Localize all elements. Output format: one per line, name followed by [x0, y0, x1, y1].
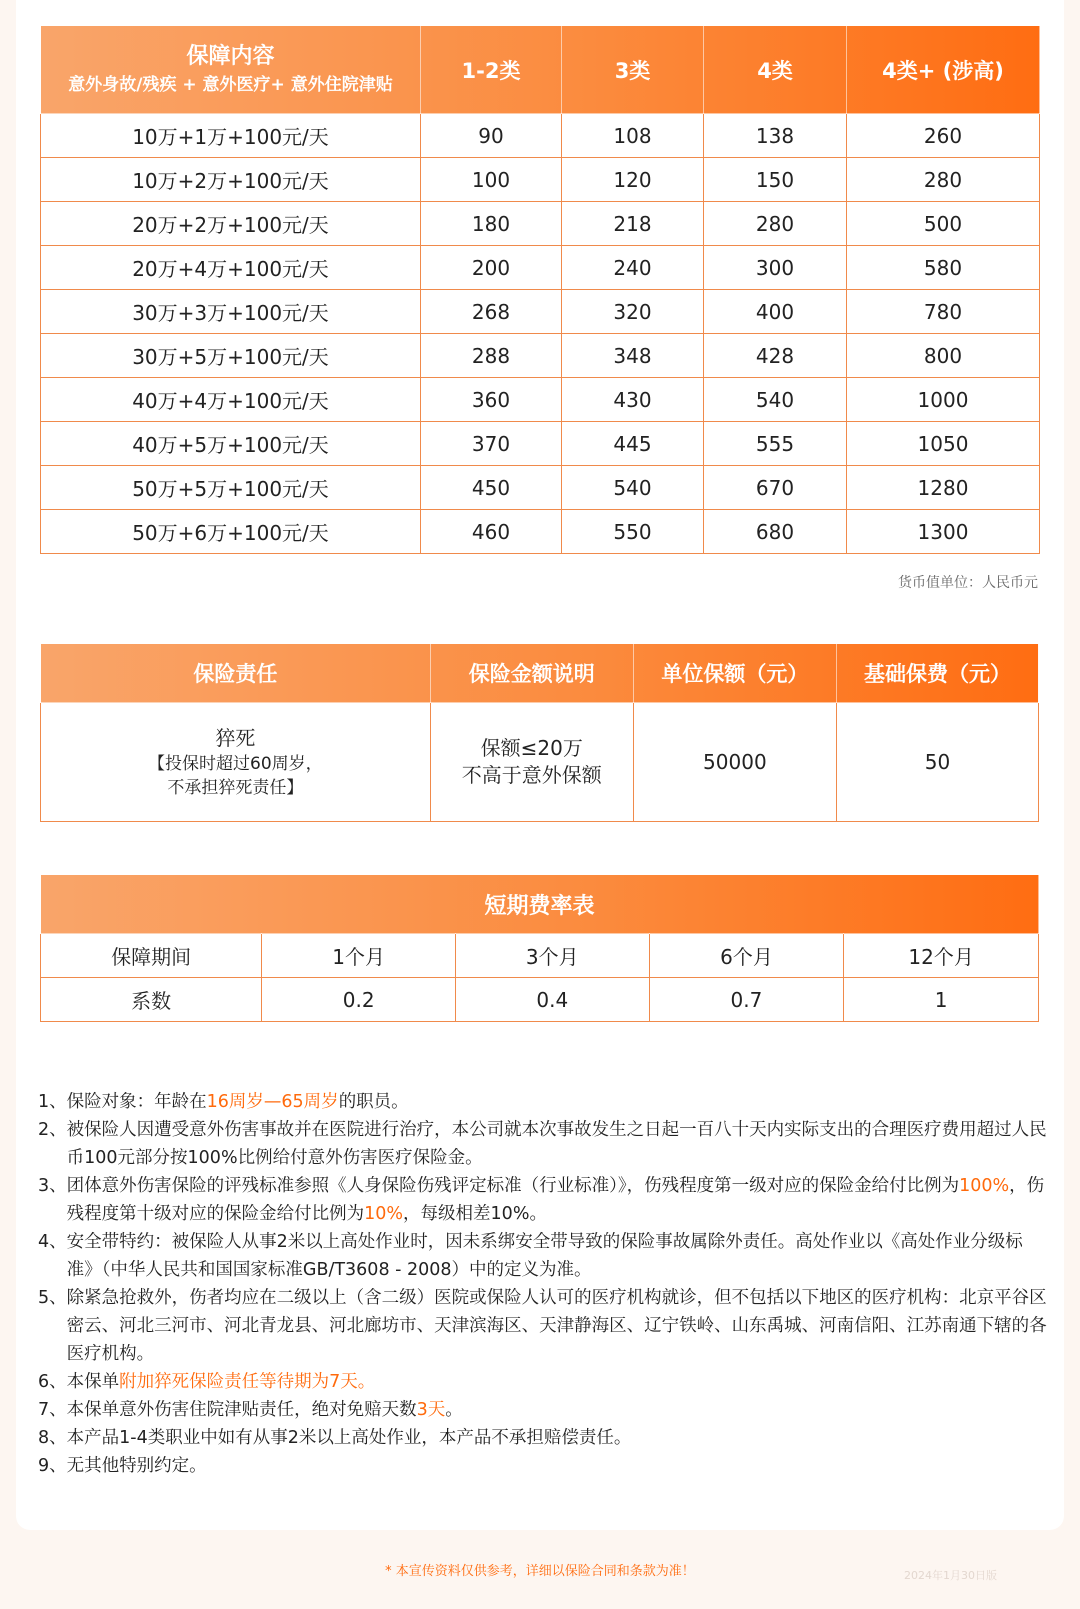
- premium-cell: 180: [421, 202, 562, 246]
- premium-cell: 320: [562, 290, 704, 334]
- period-value: 3个月: [455, 934, 649, 978]
- class-header: 1-2类: [421, 26, 562, 114]
- note-text: 除紧急抢救外，伤者均应在二级以上（含二级）医院或保险人认可的医疗机构就诊，但不包括以下地区的医疗机构：北京平谷区密云、河北三河市、河北青龙县、河北廊坊市、天津滨海区、天津静海区、辽宁铁岭、山东禹城、河南信阳、江苏南通下辖的各医疗机构。: [66, 1288, 1047, 1364]
- note-number: 2、: [38, 1120, 67, 1140]
- premium-cell: 540: [562, 466, 704, 510]
- edition-date: 2024年1月30日版: [904, 1569, 997, 1582]
- note-text: 被保险人因遭受意外伤害事故并在医院进行治疗，本公司就本次事故发生之日起一百八十天内实际支出的合理医疗费用超过人民币100元部分按100%比例给付意外伤害医疗保险金。: [66, 1120, 1047, 1168]
- note-highlight: 10%: [364, 1204, 404, 1224]
- rate-table-body: [41, 114, 1040, 554]
- note-item: [38, 1116, 1048, 1172]
- plan-cell: 20万+2万+100元/天: [41, 202, 421, 246]
- note-item: [38, 1172, 1048, 1228]
- premium-cell: 550: [562, 510, 704, 554]
- premium-rate-table: [40, 25, 1040, 554]
- premium-cell: 370: [421, 422, 562, 466]
- period-label: 保障期间: [41, 934, 262, 978]
- plan-cell: 50万+6万+100元/天: [41, 510, 421, 554]
- note-item: [38, 1088, 1048, 1116]
- plan-cell: 30万+5万+100元/天: [41, 334, 421, 378]
- premium-cell: 260: [847, 114, 1040, 158]
- note-text: [67, 1172, 1048, 1228]
- amount-desc-line2: 不高于意外保额: [461, 763, 602, 787]
- plan-cell: 40万+5万+100元/天: [41, 422, 421, 466]
- sudden-death-liability-table: [40, 643, 1039, 822]
- premium-cell: 360: [421, 378, 562, 422]
- premium-cell: 780: [847, 290, 1040, 334]
- liability-cell: [41, 703, 431, 822]
- class-header: 3类: [562, 26, 704, 114]
- note-text: 无其他特别约定。: [66, 1456, 207, 1476]
- class-header: 4类+ (涉高): [847, 26, 1040, 114]
- table-row: [41, 510, 1040, 554]
- note-item: [38, 1396, 1048, 1424]
- table-row: [41, 114, 1040, 158]
- premium-cell: 200: [421, 246, 562, 290]
- currency-unit-note: 货币值单位：人民币元: [898, 575, 1038, 591]
- special-provisions: [38, 1088, 1048, 1480]
- premium-cell: 430: [562, 378, 704, 422]
- coef-value: 0.2: [262, 978, 456, 1022]
- note-text: 本产品1-4类职业中如有从事2米以上高处作业，本产品不承担赔偿责任。: [66, 1428, 632, 1448]
- note-text-part: 本保单: [66, 1372, 120, 1392]
- note-text: [67, 1088, 1048, 1116]
- note-text: 安全带特约：被保险人从事2米以上高处作业时，因未系绑安全带导致的保险事故属除外责任。高处作业以《高处作业分级标准》（中华人民共和国国家标准GB/T3608 - 2008）中的定义为准。: [66, 1232, 1023, 1280]
- short-term-title: 短期费率表: [41, 875, 1039, 934]
- table-row: [41, 202, 1040, 246]
- note-number: 9、: [38, 1456, 67, 1476]
- table-row: [41, 246, 1040, 290]
- note-highlight: 100%: [959, 1176, 1010, 1196]
- premium-cell: 670: [704, 466, 847, 510]
- coverage-header-title: 保障内容: [186, 43, 275, 69]
- table-row: [41, 290, 1040, 334]
- coef-value: 0.7: [649, 978, 844, 1022]
- coverage-header-subtitle: 意外身故/残疾 + 意外医疗+ 意外住院津贴: [68, 74, 393, 95]
- table-row: [41, 422, 1040, 466]
- premium-cell: 500: [847, 202, 1040, 246]
- premium-cell: 348: [562, 334, 704, 378]
- note-text: [67, 1396, 1048, 1424]
- premium-cell: 680: [704, 510, 847, 554]
- note-text-part: 的职员。: [338, 1092, 409, 1112]
- note-number: 8、: [38, 1428, 67, 1448]
- liability-name: 猝死: [215, 725, 256, 750]
- note-item: [38, 1284, 1048, 1368]
- note-number: 6、: [38, 1372, 67, 1392]
- note-number: 3、: [38, 1176, 67, 1196]
- coef-value: 0.4: [455, 978, 649, 1022]
- premium-cell: 460: [421, 510, 562, 554]
- premium-cell: 445: [562, 422, 704, 466]
- coef-value: 1: [844, 978, 1039, 1022]
- note-text-part: ，每级相差10%。: [403, 1204, 547, 1224]
- plan-cell: 30万+3万+100元/天: [41, 290, 421, 334]
- amount-desc-cell: [430, 703, 633, 822]
- premium-cell: 268: [421, 290, 562, 334]
- note-text: [67, 1368, 1048, 1396]
- premium-cell: 540: [704, 378, 847, 422]
- plan-cell: 10万+1万+100元/天: [41, 114, 421, 158]
- table-row: [41, 466, 1040, 510]
- period-value: 1个月: [262, 934, 456, 978]
- note-highlight: 16周岁—65周岁: [206, 1092, 339, 1112]
- premium-cell: 300: [704, 246, 847, 290]
- note-item: [38, 1452, 1048, 1480]
- premium-cell: 288: [421, 334, 562, 378]
- liability-note-line1: 【投保时超过60周岁，: [148, 753, 323, 774]
- premium-cell: 1000: [847, 378, 1040, 422]
- table-row: [41, 378, 1040, 422]
- premium-cell: 1280: [847, 466, 1040, 510]
- premium-cell: 150: [704, 158, 847, 202]
- premium-cell: 90: [421, 114, 562, 158]
- note-text-part: 。: [445, 1400, 463, 1420]
- note-number: 7、: [38, 1400, 67, 1420]
- unit-amount-cell: 50000: [633, 703, 836, 822]
- table-row: [41, 158, 1040, 202]
- premium-cell: 108: [562, 114, 704, 158]
- note-item: [38, 1424, 1048, 1452]
- premium-cell: 240: [562, 246, 704, 290]
- premium-cell: 450: [421, 466, 562, 510]
- premium-cell: 1050: [847, 422, 1040, 466]
- note-item: [38, 1228, 1048, 1284]
- premium-cell: 120: [562, 158, 704, 202]
- note-number: 5、: [38, 1288, 67, 1308]
- premium-cell: 280: [704, 202, 847, 246]
- note-text-part: 团体意外伤害保险的评残标准参照《人身保险伤残评定标准（行业标准）》，伤残程度第一级对应的保险金给付比例为: [66, 1176, 960, 1196]
- liability-header: 保险责任: [41, 644, 431, 703]
- period-value: 6个月: [649, 934, 844, 978]
- note-highlight: 3天: [416, 1400, 446, 1420]
- coverage-header: [41, 26, 421, 114]
- base-premium-header: 基础保费（元）: [836, 644, 1038, 703]
- premium-cell: 800: [847, 334, 1040, 378]
- premium-cell: 1300: [847, 510, 1040, 554]
- plan-cell: 40万+4万+100元/天: [41, 378, 421, 422]
- premium-cell: 555: [704, 422, 847, 466]
- unit-amount-header: 单位保额（元）: [633, 644, 836, 703]
- premium-cell: 428: [704, 334, 847, 378]
- note-text-part: 本保单意外伤害住院津贴责任，绝对免赔天数: [66, 1400, 417, 1420]
- note-number: 4、: [38, 1232, 67, 1252]
- plan-cell: 10万+2万+100元/天: [41, 158, 421, 202]
- premium-cell: 218: [562, 202, 704, 246]
- disclaimer: * 本宣传资料仅供参考，详细以保险合同和条款为准！: [385, 1564, 695, 1579]
- amount-desc-header: 保险金额说明: [430, 644, 633, 703]
- note-number: 1、: [38, 1092, 67, 1112]
- premium-cell: 400: [704, 290, 847, 334]
- period-value: 12个月: [844, 934, 1039, 978]
- premium-cell: 100: [421, 158, 562, 202]
- table-row: [41, 334, 1040, 378]
- premium-cell: 280: [847, 158, 1040, 202]
- liability-note-line2: 不承担猝死责任】: [167, 777, 304, 798]
- plan-cell: 50万+5万+100元/天: [41, 466, 421, 510]
- note-text-part: 保险对象：年龄在: [66, 1092, 207, 1112]
- note-text-part: ，伤残程度第十级对应的保险金给付比例为: [66, 1176, 1045, 1224]
- class-header: 4类: [704, 26, 847, 114]
- plan-cell: 20万+4万+100元/天: [41, 246, 421, 290]
- amount-desc-line1: 保额≤20万: [480, 736, 583, 760]
- note-highlight: 附加猝死保险责任等待期为7天。: [119, 1372, 376, 1392]
- note-item: [38, 1368, 1048, 1396]
- coef-label: 系数: [41, 978, 262, 1022]
- premium-cell: 138: [704, 114, 847, 158]
- premium-cell: 580: [847, 246, 1040, 290]
- base-premium-cell: 50: [836, 703, 1038, 822]
- short-term-rate-table: [40, 874, 1039, 1022]
